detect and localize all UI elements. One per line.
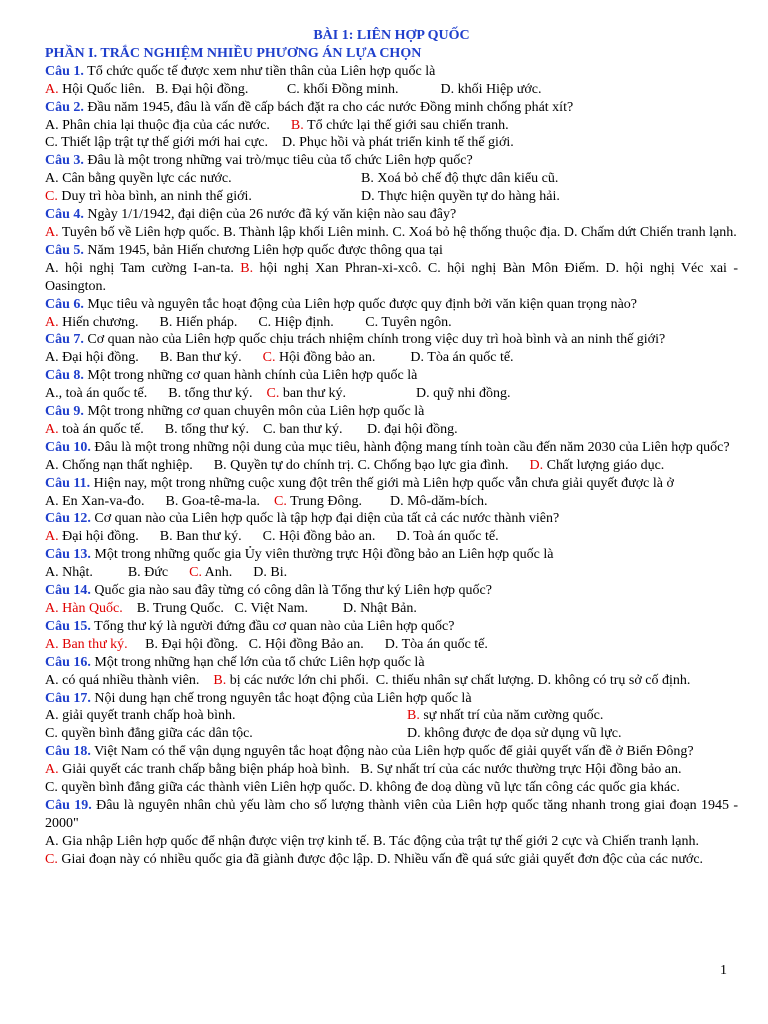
options-q9: A. toà án quốc tế. B. tổng thư ký. C. ban thư ký. D. đại hội đồng. (45, 421, 458, 437)
lesson-title: BÀI 1: LIÊN HỢP QUỐC (313, 28, 470, 43)
question-6: Câu 6. Mục tiêu và nguyên tắc hoạt động của Liên hợp quốc được quy định bởi văn kiện quan trọng nào? (45, 296, 638, 312)
question-18: Câu 18. Việt Nam có thể vận dụng nguyên tắc hoạt động nào của Liên hợp quốc để giải quyết vấn đề ở Biển Đông? (45, 744, 694, 760)
options-q18-line1: A. Giải quyết các tranh chấp bằng biện pháp hoà bình. B. Sự nhất trí của các nước thường trực Hội đồng bảo an. (45, 762, 682, 778)
question-13: Câu 13. Một trong những quốc gia Ủy viên thường trực Hội đồng bảo an Liên hợp quốc là (45, 547, 554, 563)
options-q14: A. Hàn Quốc. B. Trung Quốc. C. Việt Nam. D. Nhật Bản. (45, 601, 417, 616)
question-17: Câu 17. Nội dung hạn chế trong nguyên tắc hoạt động của Liên hợp quốc là (45, 690, 472, 706)
question-2: Câu 2. Đầu năm 1945, đâu là vấn đề cấp bách đặt ra cho các nước Đồng minh chống phát xít? (45, 99, 574, 115)
options-q19-line2: C. Giai đoạn này có nhiều quốc gia đã giành được độc lập. D. Nhiều vấn đề quá sức giải quyết đơn độc của các nước. (45, 851, 704, 867)
options-q6: A. Hiến chương. B. Hiến pháp. C. Hiệp định. C. Tuyên ngôn. (45, 314, 452, 330)
document-page (45, 27, 738, 869)
question-3: Câu 3. Đâu là một trong những vai trò/mục tiêu của tổ chức Liên hợp quốc? (45, 153, 473, 169)
question-10: Câu 10. Đâu là một trong những nội dung của mục tiêu, hành động mang tính toàn cầu đến năm 2030 của Liên hợp quốc? (45, 439, 730, 455)
options-q2-line1: A. Phân chia lại thuộc địa của các nước. B. Tổ chức lại thế giới sau chiến tranh. (45, 117, 509, 133)
question-9: Câu 9. Một trong những cơ quan chuyên môn của Liên hợp quốc là (45, 404, 425, 420)
options-q2-line2: C. Thiết lập trật tự thế giới mới hai cực. D. Phục hồi và phát triển kinh tế thế giới. (45, 135, 514, 151)
options-q17-line1: A. giải quyết tranh chấp hoà bình. B. sự nhất trí của năm cường quốc. (45, 708, 604, 724)
question-8: Câu 8. Một trong những cơ quan hành chính của Liên hợp quốc là (45, 368, 418, 384)
options-q12: A. Đại hội đồng. B. Ban thư ký. C. Hội đồng bảo an. D. Toà án quốc tế. (45, 529, 499, 545)
options-q15: A. Ban thư ký. B. Đại hội đồng. C. Hội đồng Bảo an. D. Tòa án quốc tế. (45, 636, 488, 652)
options-q4: A. Tuyên bố về Liên hợp quốc. B. Thành lập khối Liên minh. C. Xoá bỏ hệ thống thuộc địa. D. Chấm dứt Chiến tranh lạnh. (45, 224, 737, 240)
page-number: 1 (720, 963, 727, 978)
question-7: Câu 7. Cơ quan nào của Liên hợp quốc chịu trách nhiệm chính trong việc duy trì hoà bình và an ninh thế giới? (45, 332, 666, 348)
question-16: Câu 16. Một trong những hạn chế lớn của tổ chức Liên hợp quốc là (45, 654, 425, 670)
options-q10: A. Chống nạn thất nghiệp. B. Quyền tự do chính trị. C. Chống bạo lực gia đình. D. Chất lượng giáo dục. (45, 457, 665, 473)
options-q7: A. Đại hội đồng. B. Ban thư ký. C. Hội đồng bảo an. D. Tòa án quốc tế. (45, 350, 514, 366)
options-q19-line1: A. Gia nhập Liên hợp quốc để nhận được viện trợ kinh tế. B. Tác động của trật tự thế giới 2 cực và Chiến tranh lạnh. (45, 833, 699, 849)
section-heading: PHẦN I. TRẮC NGHIỆM NHIỀU PHƯƠNG ÁN LỰA CHỌN (45, 45, 422, 61)
question-5: Câu 5. Năm 1945, bản Hiến chương Liên hợp quốc được thông qua tại (45, 242, 443, 258)
options-q1: A. Hội Quốc liên. B. Đại hội đồng. C. khối Đồng minh. D. khối Hiệp ước. (45, 81, 542, 97)
question-12: Câu 12. Cơ quan nào của Liên hợp quốc là tập hợp đại diện của tất cả các nước thành viên? (45, 511, 560, 527)
options-q17-line2: C. quyền bình đẳng giữa các dân tộc. D. không được đe dọa sử dụng vũ lực. (45, 726, 622, 742)
options-q16: A. có quá nhiều thành viên. B. bị các nước lớn chi phối. C. thiếu nhân sự chất lượng. D. không có trụ sở cố định. (45, 672, 691, 688)
options-q5: A. hội nghị Tam cường I-an-ta. B. hội nghị Xan Phran-xi-xcô. C. hội nghị Bàn Môn Điếm. D. hội nghị Véc xai - Oasington. (45, 260, 738, 294)
options-q18-line2: C. quyền bình đẳng giữa các thành viên Liên hợp quốc. D. không đe doạ dùng vũ lực tấn công các quốc gia khác. (45, 780, 680, 796)
options-q3-line2: C. Duy trì hòa bình, an ninh thế giới. D. Thực hiện quyền tự do hàng hải. (45, 189, 560, 205)
options-q8: A., toà án quốc tế. B. tổng thư ký. C. ban thư ký. D. quỹ nhi đồng. (45, 386, 511, 402)
question-11: Câu 11. Hiện nay, một trong những cuộc xung đột trên thế giới mà Liên hợp quốc vẫn chưa giải quyết được là ở (45, 475, 674, 491)
question-15: Câu 15. Tổng thư ký là người đứng đầu cơ quan nào của Liên hợp quốc? (45, 618, 455, 634)
question-1: Câu 1. Tổ chức quốc tế được xem như tiền thân của Liên hợp quốc là (45, 63, 436, 79)
question-14: Câu 14. Quốc gia nào sau đây từng có công dân là Tổng thư ký Liên hợp quốc? (45, 583, 492, 599)
options-q13: A. Nhật. B. Đức C. Anh. D. Bi. (45, 565, 288, 581)
options-q3-line1: A. Cân bằng quyền lực các nước. B. Xoá bỏ chế độ thực dân kiểu cũ. (45, 171, 559, 187)
options-q11: A. En Xan-va-đo. B. Goa-tê-ma-la. C. Trung Đông. D. Mô-dăm-bích. (45, 493, 488, 509)
question-4: Câu 4. Ngày 1/1/1942, đại diện của 26 nước đã ký văn kiện nào sau đây? (45, 207, 457, 223)
question-19: Câu 19. Đâu là nguyên nhân chủ yếu làm cho số lượng thành viên của Liên hợp quốc tăng nhanh trong giai đoạn 1945 - 2000" (45, 797, 739, 831)
